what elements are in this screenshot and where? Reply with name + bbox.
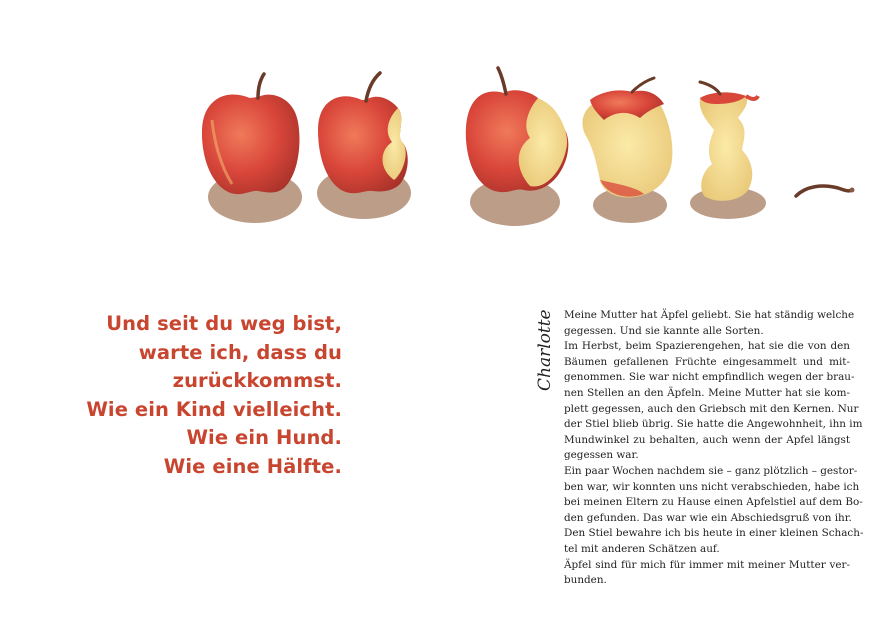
text-line: Mundwinkel zu behalten, auch wenn der Apfel längst xyxy=(564,433,850,446)
apple-mostly-eaten xyxy=(582,78,672,223)
quote-line: Und seit du weg bist, xyxy=(106,312,342,335)
apple-sequence-illustration xyxy=(0,0,878,260)
text-line: Meine Mutter hat Äpfel geliebt. Sie hat ständig welche xyxy=(564,309,855,321)
quote-line: warte ich, dass du xyxy=(138,340,342,364)
text-line: bei meinen Eltern zu Hause einen Apfelstiel auf dem Bo- xyxy=(564,496,863,509)
text-line: ben war, wir konnten uns nicht verabschieden, habe ich xyxy=(564,480,860,493)
text-line: den gefunden. Das war wie ein Abschiedsgruß von ihr. xyxy=(564,511,852,524)
text-line: Ein paar Wochen nachdem sie – ganz plötzlich – gestor- xyxy=(564,464,858,477)
quote-line: Wie ein Kind vielleicht. xyxy=(86,397,342,421)
signature-charlotte xyxy=(530,295,560,395)
apple-whole xyxy=(202,74,302,223)
quote-line: zurückkommst. xyxy=(172,369,342,393)
text-line: bunden. xyxy=(564,574,607,587)
text-line: gegessen. Und sie kannte alle Sorten. xyxy=(564,324,764,337)
apple-one-bite xyxy=(317,73,411,219)
text-line: genommen. Sie war nicht empfindlich wegen der brau- xyxy=(564,371,855,384)
apple-stem xyxy=(796,186,855,196)
text-line: Äpfel sind für mich für immer mit meiner Mutter ver- xyxy=(564,558,850,571)
text-line: Im Herbst, beim Spazierengehen, hat sie die von den xyxy=(564,340,850,353)
quote-block xyxy=(40,310,342,482)
text-line: der Stiel blieb übrig. Sie hatte die Angewohnheit, ihn im xyxy=(564,418,863,431)
text-line: Den Stiel bewahre ich bis heute in einer kleinen Schach- xyxy=(564,527,864,540)
text-line: Bäumen gefallenen Früchte eingesammelt und mit- xyxy=(564,355,850,368)
quote-line: Wie eine Hälfte. xyxy=(163,454,342,478)
text-line: gegessen war. xyxy=(564,449,639,462)
text-line: plett gegessen, auch den Griebsch mit den Kernen. Nur xyxy=(564,402,859,415)
apple-half-eaten xyxy=(466,68,569,226)
text-line: tel mit anderen Schätzen auf. xyxy=(564,542,720,555)
apple-core xyxy=(690,82,766,219)
signature-text: Charlotte xyxy=(535,309,555,391)
story-text xyxy=(564,308,864,589)
quote-line: Wie ein Hund. xyxy=(186,426,342,450)
text-line: nen Stellen an den Äpfeln. Meine Mutter hat sie kom- xyxy=(564,386,850,399)
